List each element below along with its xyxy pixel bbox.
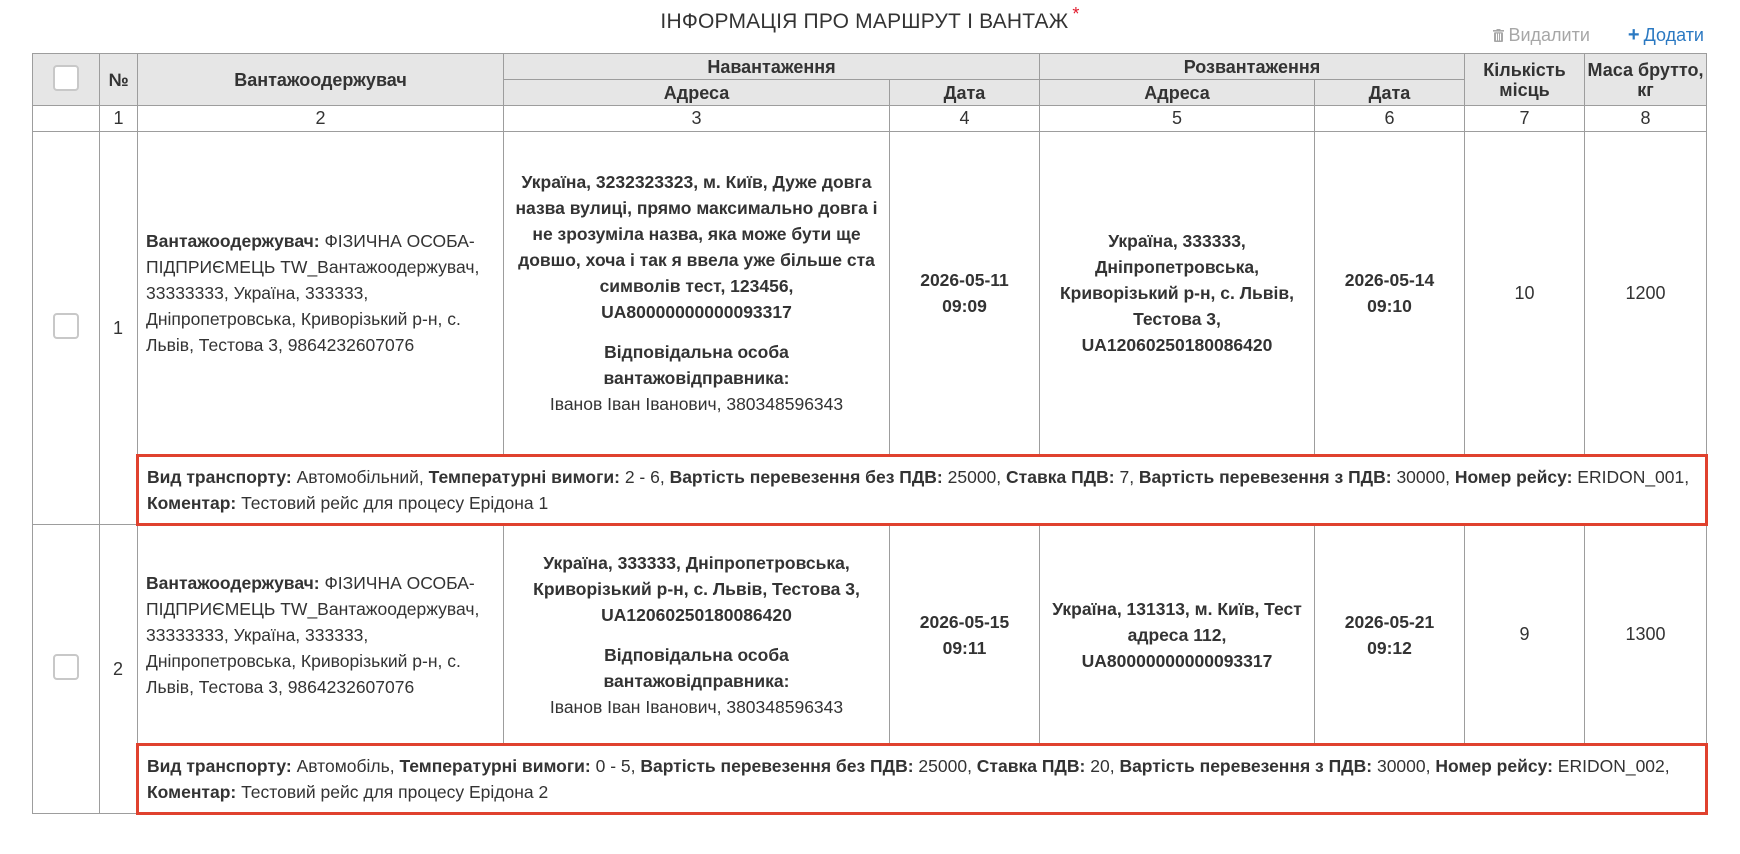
trip-value: ERIDON_001, <box>1572 467 1690 487</box>
row-index: 2 <box>100 525 138 814</box>
row-details <box>33 745 1707 814</box>
temp-value: 2 - 6, <box>619 467 670 487</box>
vat-value: 20, <box>1085 756 1120 776</box>
consignee-cell <box>138 132 504 456</box>
comment-value: Тестовий рейс для процесу Ерідона 2 <box>236 782 549 802</box>
consignee-label: Вантажоодержувач: <box>146 231 320 251</box>
vat-label: Ставка ПДВ: <box>976 756 1086 776</box>
column-number-empty <box>33 106 100 132</box>
row-details-cell <box>138 456 1707 525</box>
transport-label: Вид транспорту: <box>147 467 292 487</box>
select-all-checkbox[interactable] <box>53 65 79 91</box>
responsible-value: Іванов Іван Іванович, 380348596343 <box>549 696 844 717</box>
responsible-label: Відповідальна особа вантажовідправника: <box>603 342 790 388</box>
unload-time: 09:10 <box>1367 296 1412 316</box>
unload-address-cell <box>1040 132 1315 456</box>
delete-button[interactable] <box>1493 25 1589 46</box>
column-number: 3 <box>504 106 890 132</box>
column-number-row <box>33 106 1707 132</box>
comment-label: Коментар: <box>147 782 237 802</box>
header-places: Кількість місць <box>1465 54 1585 106</box>
header-consignee: Вантажоодержувач <box>138 54 504 106</box>
delete-label: Видалити <box>1508 25 1590 45</box>
cost-value: 25000, <box>913 756 977 776</box>
add-button[interactable] <box>1628 25 1704 46</box>
column-number: 6 <box>1315 106 1465 132</box>
header-no: № <box>100 54 138 106</box>
section-title-text: ІНФОРМАЦІЯ ПРО МАРШРУТ І ВАНТАЖ <box>660 10 1069 33</box>
load-time: 09:11 <box>942 637 987 658</box>
cost-vat-label: Вартість перевезення з ПДВ: <box>1119 756 1373 776</box>
table-row <box>33 132 1707 456</box>
row-details <box>33 456 1707 525</box>
cost-value: 25000, <box>942 467 1007 487</box>
cost-label: Вартість перевезення без ПДВ: <box>669 467 943 487</box>
trip-label: Номер рейсу: <box>1454 467 1573 487</box>
comment-label: Коментар: <box>147 493 237 513</box>
transport-label: Вид транспорту: <box>147 756 292 776</box>
cost-vat-value: 30000, <box>1391 467 1455 487</box>
temp-value: 0 - 5, <box>590 756 641 776</box>
column-number: 7 <box>1465 106 1585 132</box>
mass-cell: 1200 <box>1585 132 1707 456</box>
column-number: 4 <box>890 106 1040 132</box>
load-address: Україна, 3232323323, м. Київ, Дуже довга назва вулиці, прямо максимально довга і не зрозуміла назва, яка може бути ще довшо, хоча і так я ввела уже більше ста символів тест, 123456, UA80000000000093317 <box>515 172 878 322</box>
trip-label: Номер рейсу: <box>1435 756 1553 776</box>
unload-date-cell <box>1315 525 1465 745</box>
load-address-cell <box>504 525 890 745</box>
consignee-value: ФІЗИЧНА ОСОБА-ПІДПРИЄМЕЦЬ TW_Вантажоодержувач, 33333333, Україна, 333333, Дніпропетровська, Криворізький р-н, с. Львів, Тестова 3, 9864232607076 <box>146 231 480 355</box>
header-unload-date: Дата <box>1315 80 1465 106</box>
header-unloading: Розвантаження <box>1040 54 1465 80</box>
consignee-label: Вантажоодержувач: <box>146 572 320 593</box>
load-date: 2026-05-15 <box>919 611 1010 632</box>
cost-label: Вартість перевезення без ПДВ: <box>640 756 914 776</box>
vat-label: Ставка ПДВ: <box>1006 467 1115 487</box>
vat-value: 7, <box>1114 467 1139 487</box>
header-loading: Навантаження <box>504 54 1040 80</box>
header-load-address: Адреса <box>504 80 890 106</box>
load-address: Україна, 333333, Дніпропетровська, Криворізький р-н, с. Львів, Тестова 3, UA12060250180086420 <box>533 552 860 625</box>
places-cell: 10 <box>1465 132 1585 456</box>
temp-label: Температурні вимоги: <box>428 467 620 487</box>
column-number: 5 <box>1040 106 1315 132</box>
trash-icon <box>1493 25 1504 46</box>
trip-value: ERIDON_002, <box>1552 756 1670 776</box>
unload-date: 2026-05-21 <box>1344 611 1435 632</box>
add-label: Додати <box>1643 25 1704 45</box>
row-details-cell <box>138 745 1707 814</box>
cost-vat-value: 30000, <box>1372 756 1436 776</box>
responsible-value: Іванов Іван Іванович, 380348596343 <box>549 394 844 414</box>
load-date-cell <box>890 132 1040 456</box>
table-row <box>33 525 1707 745</box>
unload-address-cell <box>1040 525 1315 745</box>
transport-value: Автомобіль, <box>291 756 400 776</box>
column-number: 8 <box>1585 106 1707 132</box>
places-cell: 9 <box>1465 525 1585 745</box>
unload-address: Україна, 131313, м. Київ, Тест адреса 112, UA80000000000093317 <box>1052 598 1302 671</box>
consignee-cell <box>138 525 504 745</box>
load-date-cell <box>890 525 1040 745</box>
consignee-value: ФІЗИЧНА ОСОБА-ПІДПРИЄМЕЦЬ TW_Вантажоодержувач, 33333333, Україна, 333333, Дніпропетровська, Криворізький р-н, с. Львів, Тестова 3, 9864232607076 <box>146 572 480 697</box>
unload-address: Україна, 333333, Дніпропетровська, Криворізький р-н, с. Львів, Тестова 3, UA12060250180086420 <box>1059 231 1295 355</box>
load-time: 09:09 <box>942 296 987 316</box>
unload-time: 09:12 <box>1367 637 1412 658</box>
responsible-label: Відповідальна особа вантажовідправника: <box>603 644 790 691</box>
table-actions <box>1493 25 1704 46</box>
mass-cell: 1300 <box>1585 525 1707 745</box>
section-title <box>0 4 1740 34</box>
temp-label: Температурні вимоги: <box>399 756 591 776</box>
route-cargo-table <box>32 53 1708 815</box>
row-checkbox[interactable] <box>53 654 79 680</box>
header-mass: Маса брутто, кг <box>1585 54 1707 106</box>
header-load-date: Дата <box>890 80 1040 106</box>
header-unload-address: Адреса <box>1040 80 1315 106</box>
select-all-cell <box>33 54 100 106</box>
load-address-cell <box>504 132 890 456</box>
required-asterisk: * <box>1072 4 1080 24</box>
column-number: 1 <box>100 106 138 132</box>
row-select-cell <box>33 525 100 814</box>
row-checkbox[interactable] <box>53 313 79 339</box>
cost-vat-label: Вартість перевезення з ПДВ: <box>1138 467 1392 487</box>
unload-date-cell <box>1315 132 1465 456</box>
unload-date: 2026-05-14 <box>1344 270 1435 290</box>
comment-value: Тестовий рейс для процесу Ерідона 1 <box>236 493 549 513</box>
column-number: 2 <box>138 106 504 132</box>
load-date: 2026-05-11 <box>920 270 1009 290</box>
plus-icon: + <box>1627 24 1640 46</box>
transport-value: Автомобільний, <box>291 467 429 487</box>
row-select-cell <box>33 132 100 525</box>
row-index: 1 <box>100 132 138 525</box>
